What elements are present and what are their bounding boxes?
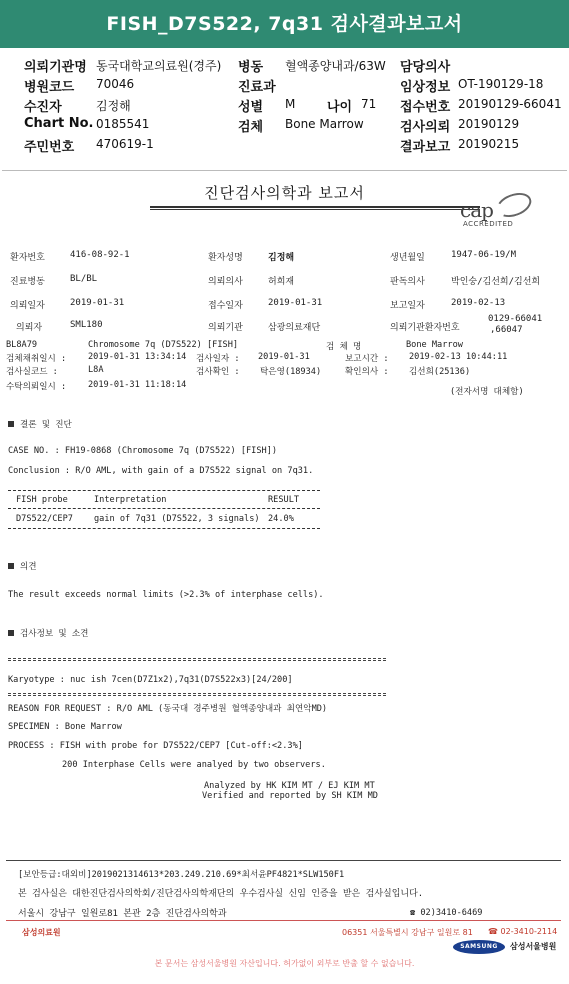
clinical-no-value: OT-190129-18	[458, 77, 544, 91]
dept-label: 진료과	[238, 80, 276, 95]
notice-text: 본 문서는 삼성서울병원 자산입니다. 허가없이 외부로 반출 할 수 없습니다.	[154, 959, 415, 968]
case-no: CASE NO. : FH19-0868 (Chromosome 7q (D7S522) [FISH])	[8, 446, 278, 456]
report-title: 진단검사의학과 보고서	[204, 184, 365, 202]
hospital-brand: 삼성서울병원	[510, 942, 557, 951]
test-name: Chromosome 7q (D7S522) [FISH]	[88, 340, 239, 350]
clinical-no-label: 임상정보	[400, 80, 451, 95]
karyotype-top-rule	[8, 658, 386, 661]
req-inst-value: 삼광의료재단	[268, 323, 321, 333]
cap-swirl-icon	[493, 189, 534, 222]
recv-value: 2019-01-31 11:18:14	[88, 380, 187, 390]
collect-label: 검체채취일시 :	[6, 354, 67, 364]
rrn-value: 470619-1	[96, 137, 154, 151]
collect-value: 2019-01-31 13:34:14	[88, 352, 187, 362]
exam-date-value: 2019-01-31	[258, 352, 310, 362]
request-label: 검사의뢰	[400, 120, 451, 135]
report-label: 결과보고	[400, 140, 451, 155]
req-date-label: 의뢰일자	[10, 301, 45, 311]
institution-value: 동국대학교의료원(경주)	[96, 59, 222, 73]
process-line: PROCESS : FISH with probe for D7S522/CEP7 [Cut-off:<2.3%]	[8, 741, 303, 751]
req-date-value: 2019-01-31	[70, 298, 125, 308]
room-label: 검사실코드 :	[6, 367, 58, 377]
table-bottom-rule	[8, 528, 320, 529]
table-cell-interpretation: gain of 7q31 (D7S522, 3 signals)	[94, 514, 260, 524]
bottom-phone-text: 02-3410-2114	[500, 927, 558, 936]
title-underline	[150, 206, 480, 208]
patient-no-value: 416-08-92-1	[70, 250, 130, 260]
opinion-heading	[8, 560, 37, 572]
report-time-label: 보고시간 :	[345, 354, 389, 364]
room-value: L8A	[88, 365, 104, 375]
ward-code-label: 진료병동	[10, 277, 45, 287]
report-header-info	[0, 50, 569, 156]
hospital-code-label: 병원코드	[24, 80, 75, 95]
report-date-value: 2019-02-13	[451, 298, 506, 308]
doctor-label: 담당의사	[400, 60, 451, 75]
report-top-border	[2, 170, 567, 177]
specimen-line: SPECIMEN : Bone Marrow	[8, 722, 122, 732]
report-date-label: 보고일자	[390, 301, 425, 311]
exam-info-heading	[8, 627, 88, 639]
request-value: 20190129	[458, 117, 520, 131]
opinion-heading-text: 의견	[20, 562, 37, 572]
chart-no-value: 0185541	[96, 117, 150, 131]
hospital-name: 삼성의료원	[22, 928, 61, 937]
patient-name-value: 김정해	[268, 253, 295, 263]
lab-address: 서울시 강남구 일원로81 본관 2층 진단검사의학과	[18, 909, 227, 919]
samsung-logo: SAMSUNG	[453, 940, 505, 954]
confirm-label: 검사확인 :	[196, 367, 240, 377]
specimen-value: Bone Marrow	[285, 117, 364, 131]
recv-label: 수탁의뢰일시 :	[6, 382, 67, 392]
lab-phone	[410, 908, 482, 918]
verified-by: Verified and reported by SH KIM MD	[202, 791, 378, 801]
bullet-square-icon	[8, 630, 14, 636]
requester-value: SML180	[70, 320, 103, 330]
certification-text: 본 검사실은 대한진단검사의학회/진단검사의학재단의 우수검사실 신임 인증을 받은 검사실입니다.	[18, 889, 424, 899]
reason-for-request: REASON FOR REQUEST : R/O AML (동국대 경주병원 혈액종양내과 최연악MD)	[8, 704, 328, 714]
opinion-text: The result exceeds normal limits (>2.3% of interphase cells).	[8, 590, 324, 600]
age-value: 71	[361, 97, 377, 111]
cap-logo-text: cap	[460, 198, 493, 222]
ward-value: 혈액종양내과/63W	[285, 59, 386, 73]
table-header-result: RESULT	[268, 495, 300, 505]
phone-icon: ☎	[488, 927, 501, 936]
receipt-no-value: 20190129-66041	[458, 97, 562, 111]
receipt-no-label: 접수번호	[400, 100, 451, 115]
ward-code-value: BL/BL	[70, 274, 98, 284]
title-underline-2	[150, 209, 480, 210]
report-time-value: 2019-02-13 10:44:11	[409, 352, 508, 362]
sex-label: 성별	[238, 100, 264, 115]
reader-value: 박인숭/김선희/김선희	[451, 277, 541, 287]
specimen-label: 검체	[238, 120, 264, 135]
cap-logo-subtext: ACCREDITED	[463, 220, 514, 228]
exam-info-heading-text: 검사정보 및 소견	[20, 629, 89, 639]
result-heading-text: 결론 및 진단	[20, 420, 72, 430]
bullet-square-icon	[8, 563, 14, 569]
table-header-probe: FISH probe	[16, 495, 68, 505]
table-top-rule	[8, 490, 320, 491]
karyotype: Karyotype : nuc ish 7cen(D7Z1x2),7q31(D7S522x3)[24/200]	[8, 675, 293, 685]
age-label: 나이	[327, 100, 353, 115]
page-title: FISH_D7S522, 7q31 검사결과보고서	[0, 0, 569, 48]
req-doctor-value: 허희재	[268, 277, 295, 287]
bottom-phone	[488, 927, 557, 936]
footer-red-rule	[6, 920, 561, 921]
req-inst-no-value-2: ,66047	[490, 325, 523, 335]
patient-value: 김정해	[96, 99, 131, 113]
table-header-interpretation: Interpretation	[94, 495, 167, 505]
req-doctor-label: 의뢰의사	[208, 277, 243, 287]
analyzed-by: Analyzed by HK KIM MT / EJ KIM MT	[204, 781, 375, 791]
rrn-label: 주민번호	[24, 140, 75, 155]
cap-accredited-logo	[460, 192, 540, 228]
test-code: BL8A79	[6, 340, 38, 350]
confirm-value: 탁은영(18934)	[260, 367, 322, 377]
confirm-doc-label: 확인의사 :	[345, 367, 389, 377]
patient-label: 수진자	[24, 100, 62, 115]
patient-name-label: 환자성명	[208, 253, 243, 263]
req-inst-label: 의뢰기관	[208, 323, 243, 333]
lab-phone-text: 02)3410-6469	[420, 908, 483, 918]
patient-no-label: 환자번호	[10, 253, 45, 263]
dob-value: 1947-06-19/M	[451, 250, 517, 260]
table-cell-probe: D7S522/CEP7	[16, 514, 73, 524]
phone-icon: ☎	[410, 908, 421, 918]
dob-label: 생년월일	[390, 253, 425, 263]
karyotype-bottom-rule	[8, 693, 386, 696]
recv-date-value: 2019-01-31	[268, 298, 323, 308]
hospital-code-value: 70046	[96, 77, 135, 91]
reader-label: 판독의사	[390, 277, 425, 287]
security-line: [보안등급:대외비]2019021314613*203.249.210.69*최서윤PF4821*SLW150F1	[18, 870, 345, 880]
report-value: 20190215	[458, 137, 520, 151]
conclusion: Conclusion : R/O AML, with gain of a D7S522 signal on 7q31.	[8, 466, 314, 476]
bullet-square-icon	[8, 421, 14, 427]
sex-value: M	[285, 97, 296, 111]
table-mid-rule	[8, 508, 320, 509]
esign-note: (전자서명 대체함)	[450, 387, 524, 397]
chart-no-label: Chart No.	[24, 116, 94, 131]
specimen-name-label: 검 체 명	[326, 342, 362, 352]
req-inst-no-value-1: 0129-66041	[488, 314, 543, 324]
institution-label: 의뢰기관명	[24, 60, 87, 75]
ward-label: 병동	[238, 60, 264, 75]
exam-date-label: 검사일자 :	[196, 354, 240, 364]
requester-label: 의뢰자	[16, 323, 43, 333]
result-heading	[8, 418, 72, 430]
scanned-report	[0, 170, 569, 984]
process-line-2: 200 Interphase Cells were analyed by two observers.	[62, 760, 326, 770]
table-cell-result: 24.0%	[268, 514, 294, 524]
recv-date-label: 접수일자	[208, 301, 243, 311]
footer-top-rule	[6, 860, 561, 861]
req-inst-no-label: 의뢰기관환자번호	[390, 323, 460, 333]
specimen-name-value: Bone Marrow	[406, 340, 463, 350]
bottom-address: 06351 서울특별시 강남구 일원로 81	[342, 928, 473, 937]
confirm-doc-value: 김선희(25136)	[409, 367, 471, 377]
